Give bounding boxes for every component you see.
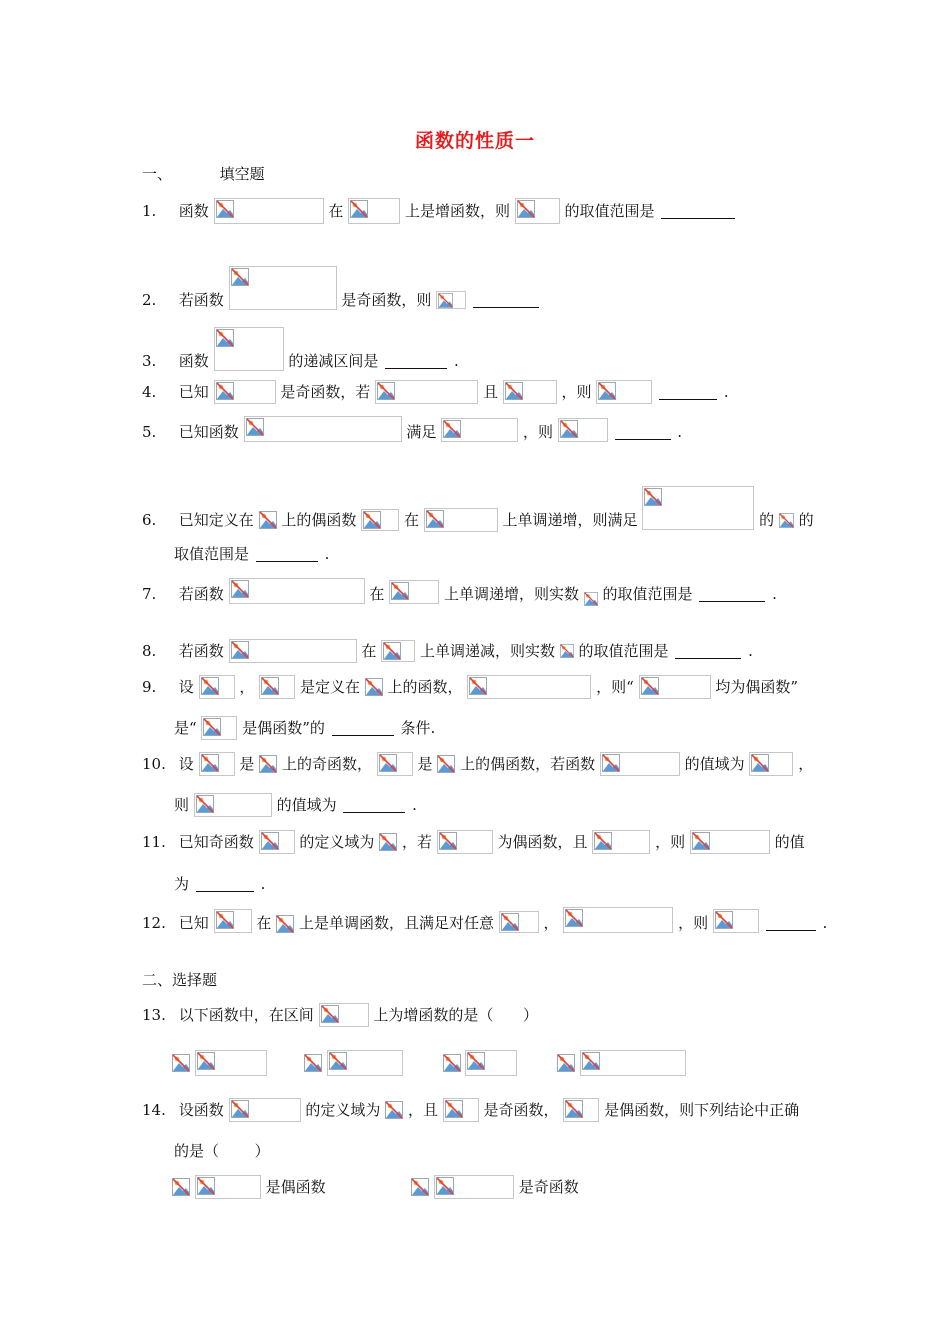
answer-blank [615,425,671,440]
formula-image [377,752,413,776]
formula-image [441,418,518,442]
broken-image-icon [379,754,397,772]
option-b-image [327,1050,403,1076]
broken-image-icon [385,1101,403,1119]
section-heading-fill: 一、 填空题 [142,165,265,183]
question-8: 8. 若函数 在 上单调递减，则实数 的取值范围是 . [142,637,753,663]
option-a-label-image [172,1054,190,1072]
option-a-label-image [172,1178,190,1196]
broken-image-icon [565,1100,583,1118]
broken-image-icon [216,200,234,218]
question-11: 11. 已知奇函数 的定义域为 ，若 为偶函数，且 ，则 的值 [142,828,805,854]
broken-image-icon [445,1100,463,1118]
broken-image-icon [426,510,444,528]
question-13-options [172,1049,686,1075]
option-c-label-image [443,1054,461,1072]
formula-image [361,509,399,531]
option-d-image [580,1050,686,1076]
question-number: 10. [142,755,166,773]
formula-image [515,198,560,224]
broken-image-icon [231,1100,249,1118]
formula-image [201,716,237,740]
formula-image [642,486,754,530]
option-d-label-image [557,1054,575,1072]
broken-image-icon [196,795,214,813]
question-number: 5. [142,423,157,441]
broken-image-icon [598,382,616,400]
question-14-continued: 的是（ ） [174,1142,270,1160]
answer-blank [473,293,539,308]
broken-image-icon [443,420,461,438]
option-b-label-image [411,1178,429,1196]
answer-blank [699,587,765,602]
question-1: 1. 函数 在 上是增函数，则 的取值范围是 [142,197,737,223]
formula-image [467,675,591,699]
question-number: 14. [142,1101,166,1119]
broken-image-icon [443,1054,461,1072]
formula-image [229,639,357,663]
question-number: 3. [142,352,157,370]
broken-image-icon [751,754,769,772]
question-10: 10. 设 是 上的奇函数， 是 上的偶函数，若函数 的值域为 ， [142,750,813,776]
question-3: 3. 函数 的递减区间是 . [142,327,459,353]
question-11-continued: 为 . [174,875,266,893]
formula-image [600,752,680,776]
broken-image-icon [231,580,249,598]
answer-blank [659,385,717,400]
formula-image [385,1101,403,1119]
formula-image [244,416,402,442]
question-9-continued: 是“ 是偶函数”的 条件. [174,714,435,740]
broken-image-icon [437,755,455,773]
broken-image-icon [715,911,733,929]
broken-image-icon [259,511,277,529]
broken-image-icon [517,200,535,218]
broken-image-icon [216,329,234,347]
broken-image-icon [779,513,794,528]
broken-image-icon [557,1054,575,1072]
broken-image-icon [350,200,368,218]
question-number: 8. [142,642,157,660]
broken-image-icon [321,1005,339,1023]
broken-image-icon [379,833,397,851]
option-c-image [465,1050,517,1076]
question-4: 4. 已知 是奇函数，若 且 ，则 . [142,378,729,404]
formula-image [389,580,439,604]
broken-image-icon [641,677,659,695]
formula-image [214,909,252,933]
broken-image-icon [501,913,519,931]
broken-image-icon [261,677,279,695]
question-number: 7. [142,585,157,603]
answer-blank [675,644,741,659]
broken-image-icon [594,832,612,850]
formula-image [381,640,415,662]
question-10-continued: 则 的值域为 . [174,791,417,817]
broken-image-icon [436,1177,454,1195]
formula-image [558,418,608,442]
formula-image [596,380,652,404]
broken-image-icon [231,268,249,286]
formula-image [214,327,284,371]
formula-image [229,1098,301,1122]
formula-image [639,675,711,699]
broken-image-icon [391,582,409,600]
formula-image [259,511,277,529]
formula-image [424,508,498,532]
formula-image [713,909,759,933]
answer-blank [256,547,318,562]
broken-image-icon [560,644,574,658]
formula-image [437,755,455,773]
broken-image-icon [201,754,219,772]
question-5: 5. 已知函数 满足 ，则 . [142,416,682,442]
question-7: 7. 若函数 在 上单调递增，则实数 的取值范围是 . [142,578,777,604]
broken-image-icon [411,1178,429,1196]
formula-image [690,830,770,854]
broken-image-icon [329,1052,347,1070]
broken-image-icon [439,832,457,850]
broken-image-icon [469,677,487,695]
answer-blank [766,916,816,931]
broken-image-icon [304,1054,322,1072]
formula-image [348,198,400,224]
formula-image [503,380,557,404]
formula-image [560,644,574,658]
broken-image-icon [467,1052,485,1070]
formula-image [375,380,478,404]
formula-image [229,578,365,604]
formula-image [749,752,793,776]
option-b-image [434,1175,514,1199]
question-12: 12. 已知 在 上是单调函数，且满足对任意 ， ，则 . [142,907,827,933]
broken-image-icon [383,642,401,660]
question-number: 9. [142,678,157,696]
broken-image-icon [197,1052,215,1070]
question-6-continued: 取值范围是 . [174,545,330,563]
answer-blank [332,721,394,736]
answer-blank [343,798,405,813]
answer-blank [196,877,254,892]
formula-image [436,291,466,309]
question-2: 2. 若函数 是奇函数，则 [142,266,541,292]
formula-image [259,675,295,699]
broken-image-icon [377,382,395,400]
question-9: 9. 设 ， 是定义在 上的函数， ，则“ 均为偶函数” [142,673,798,699]
formula-image [779,513,794,528]
broken-image-icon [584,592,598,606]
question-number: 2. [142,291,157,309]
broken-image-icon [560,420,578,438]
question-number: 12. [142,914,166,932]
question-number: 11. [142,833,166,851]
broken-image-icon [172,1054,190,1072]
formula-image [214,198,324,224]
broken-image-icon [505,382,523,400]
broken-image-icon [259,755,277,773]
broken-image-icon [216,382,234,400]
broken-image-icon [602,754,620,772]
formula-image [365,678,383,696]
question-number: 6. [142,511,157,529]
question-number: 13. [142,1006,166,1024]
formula-image [563,907,673,933]
formula-image [199,752,235,776]
page-title: 函数的性质一 [414,130,535,152]
section-heading-choice: 二、选择题 [142,971,218,989]
formula-image [499,911,539,933]
broken-image-icon [644,488,662,506]
broken-image-icon [216,911,234,929]
broken-image-icon [565,909,583,927]
question-14: 14. 设函数 的定义域为 ，且 是奇函数， 是偶函数，则下列结论中正确 [142,1096,799,1122]
broken-image-icon [363,511,381,529]
formula-image [276,915,294,933]
broken-image-icon [231,641,249,659]
formula-image [443,1098,479,1122]
formula-image [563,1098,599,1122]
broken-image-icon [172,1178,190,1196]
question-13: 13. 以下函数中，在区间 上为增函数的是（ ） [142,1001,538,1027]
option-b-label-image [304,1054,322,1072]
option-a-image [195,1050,267,1076]
formula-image [194,793,272,817]
broken-image-icon [365,678,383,696]
broken-image-icon [203,718,221,736]
formula-image [437,830,493,854]
broken-image-icon [246,418,264,436]
answer-blank [661,204,735,219]
formula-image [259,830,295,854]
formula-image [199,675,235,699]
broken-image-icon [438,293,453,308]
question-14-options: 是偶函数 是奇函数 [172,1173,579,1199]
question-number: 1. [142,202,157,220]
broken-image-icon [261,832,279,850]
broken-image-icon [276,915,294,933]
question-6: 6. 已知定义在 上的偶函数 在 上单调递增，则满足 的 的 [142,486,814,512]
formula-image [259,755,277,773]
formula-image [584,592,598,606]
answer-blank [385,354,447,369]
broken-image-icon [582,1052,600,1070]
formula-image [379,833,397,851]
formula-image [229,266,337,310]
question-number: 4. [142,383,157,401]
broken-image-icon [201,677,219,695]
option-a-image [195,1175,261,1199]
formula-image [319,1003,369,1027]
broken-image-icon [197,1177,215,1195]
broken-image-icon [692,832,710,850]
formula-image [214,380,276,404]
formula-image [592,830,650,854]
